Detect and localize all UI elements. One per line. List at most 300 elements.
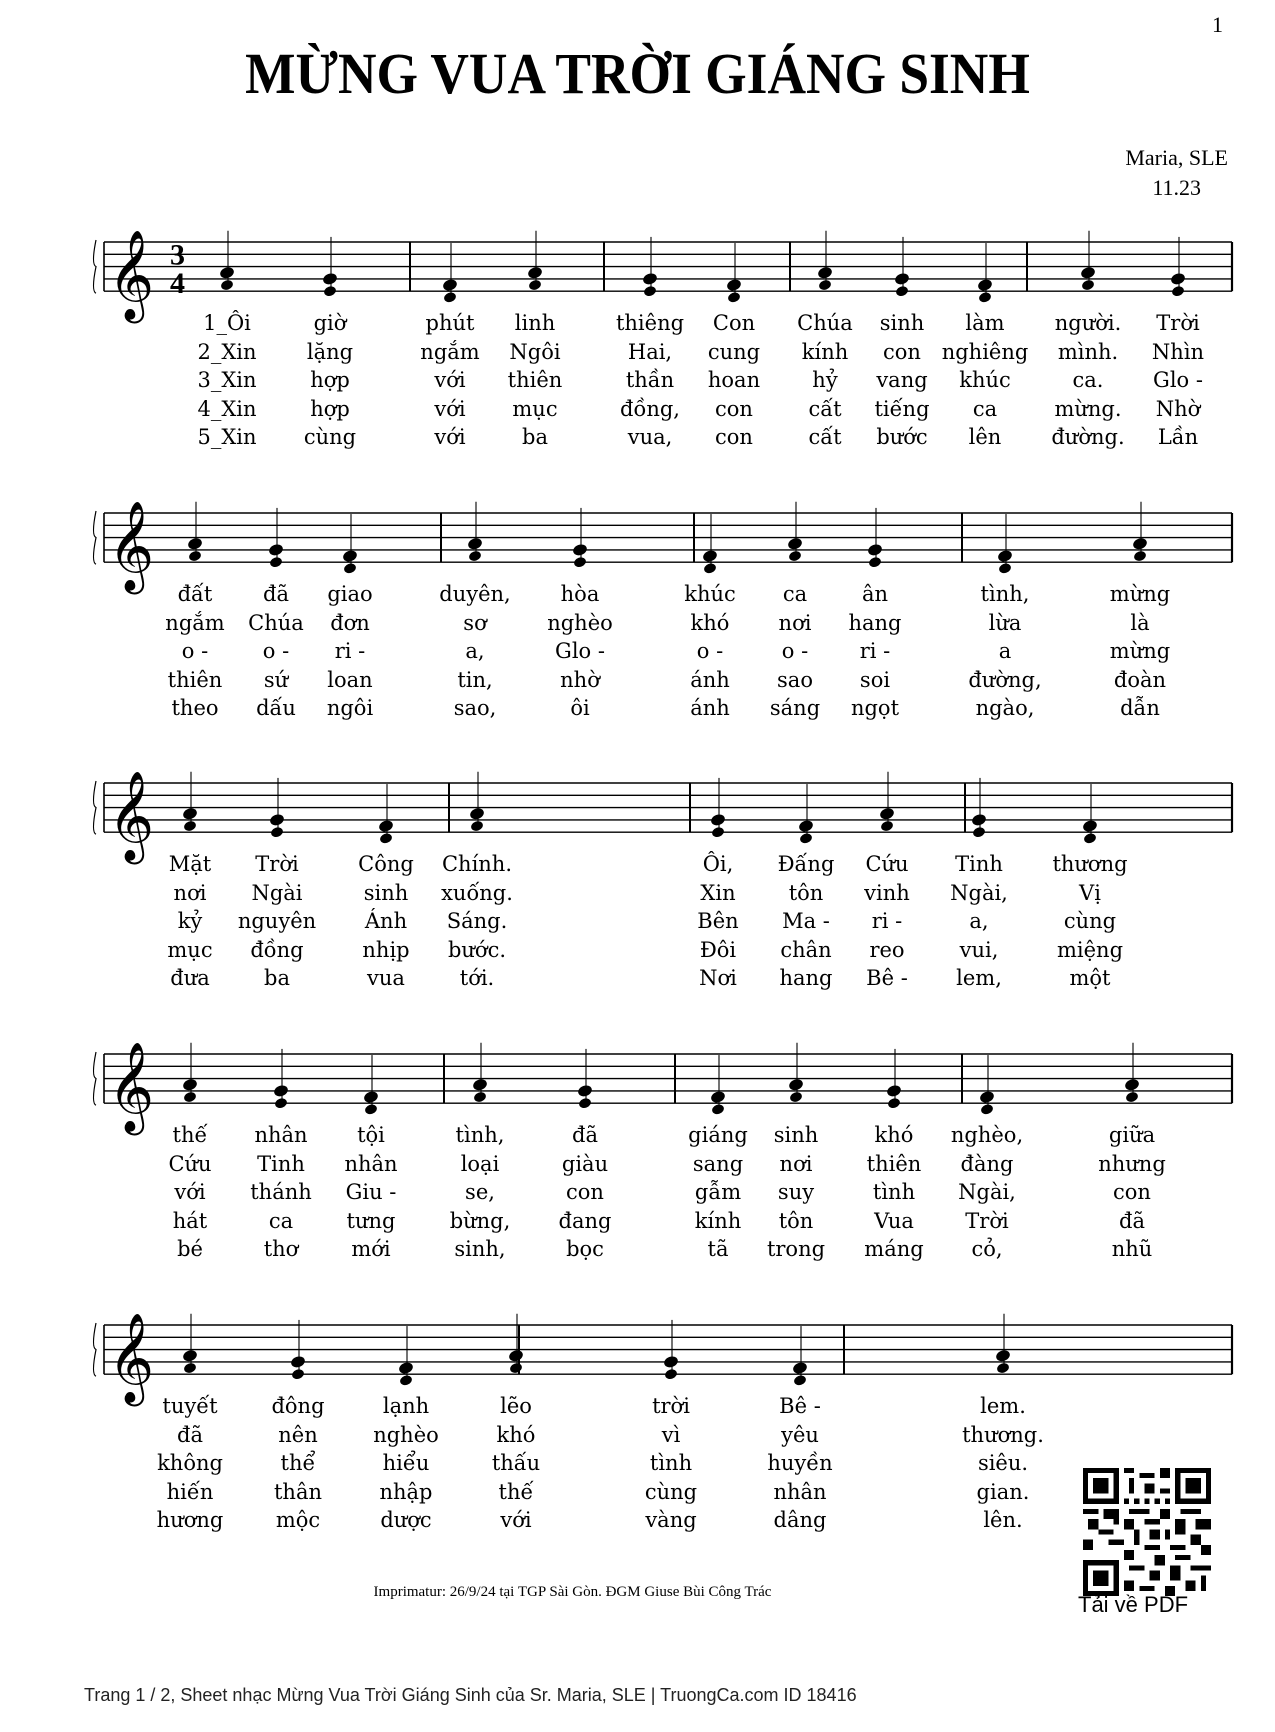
staff-system bbox=[94, 1052, 1233, 1105]
lyric-syllable: vinh bbox=[864, 880, 910, 905]
lyric-syllable: vua, bbox=[627, 425, 673, 450]
lyric-syllable: nên bbox=[278, 1422, 318, 1447]
lyric-verse-5 bbox=[0, 425, 1275, 455]
lyric-verse-3 bbox=[0, 368, 1275, 398]
lyric-syllable: linh bbox=[514, 311, 556, 336]
lyric-syllable: gian. bbox=[976, 1479, 1030, 1504]
staff-system bbox=[94, 781, 1233, 834]
lyric-syllable: 5_Xin bbox=[197, 425, 257, 450]
lyric-syllable: thiên bbox=[167, 667, 223, 692]
lyric-syllable: ca bbox=[972, 396, 998, 421]
lyric-syllable: theo bbox=[171, 696, 219, 721]
lyric-syllable: vui, bbox=[959, 937, 999, 962]
treble-clef-icon: 𝄞 bbox=[108, 230, 155, 321]
lyric-syllable: một bbox=[1069, 966, 1111, 991]
lyric-verse-1 bbox=[0, 1123, 1275, 1153]
lyric-syllable: miệng bbox=[1056, 937, 1124, 962]
chord-note bbox=[508, 1314, 525, 1375]
lyric-syllable: Trời bbox=[255, 852, 299, 877]
lyric-syllable: nhập bbox=[379, 1479, 433, 1504]
chord-note bbox=[378, 784, 395, 845]
lyric-syllable: vàng bbox=[645, 1508, 697, 1533]
chord-note bbox=[342, 514, 359, 575]
lyric-syllable: cỏ, bbox=[971, 1237, 1003, 1262]
lyric-syllable: tuyết bbox=[162, 1394, 218, 1419]
chord-note bbox=[1082, 784, 1099, 845]
lyric-verse-1 bbox=[0, 1394, 1275, 1424]
lyric-syllable: đường. bbox=[1051, 425, 1125, 450]
lyric-syllable: cùng bbox=[644, 1479, 698, 1504]
lyric-syllable: Glo - bbox=[1153, 368, 1203, 393]
lyric-syllable: Vua bbox=[874, 1208, 914, 1233]
lyric-syllable: sơ bbox=[463, 610, 487, 635]
chord-note bbox=[527, 231, 544, 292]
lyric-syllable: hiến bbox=[166, 1479, 214, 1504]
lyric-verse-3 bbox=[0, 1180, 1275, 1210]
lyric-syllable: ri - bbox=[859, 639, 891, 664]
lyric-syllable: lặng bbox=[306, 339, 354, 364]
lyric-syllable: Glo - bbox=[555, 639, 605, 664]
lyric-syllable: đang bbox=[558, 1208, 612, 1233]
lyric-syllable: thiêng bbox=[615, 311, 685, 336]
lyric-syllable: vì bbox=[661, 1422, 681, 1447]
lyric-syllable: Đôi bbox=[699, 937, 737, 962]
lyric-syllable: đông bbox=[271, 1394, 325, 1419]
lyric-syllable: con bbox=[883, 339, 921, 364]
lyric-syllable: ngắm bbox=[420, 339, 480, 364]
chord-note bbox=[469, 772, 486, 833]
lyric-syllable: mộc bbox=[275, 1508, 321, 1533]
lyric-syllable: loại bbox=[460, 1151, 500, 1176]
chord-note bbox=[363, 1055, 380, 1116]
lyric-syllable: ngọt bbox=[850, 696, 900, 721]
lyric-syllable: reo bbox=[869, 937, 905, 962]
lyric-syllable: bé bbox=[177, 1237, 203, 1262]
lyric-syllable: thần bbox=[625, 368, 675, 393]
lyric-syllable: hang bbox=[779, 966, 833, 991]
lyric-syllable: đường, bbox=[968, 667, 1042, 692]
lyric-syllable: con bbox=[1113, 1180, 1151, 1205]
lyric-syllable: lên. bbox=[983, 1508, 1023, 1533]
lyric-syllable: sinh, bbox=[454, 1237, 506, 1262]
lyric-syllable: nghèo bbox=[547, 610, 613, 635]
chord-note bbox=[879, 772, 896, 833]
lyric-syllable: đất bbox=[177, 582, 213, 607]
lyric-syllable: a, bbox=[465, 639, 485, 664]
lyric-syllable: lẽo bbox=[500, 1394, 532, 1419]
lyric-syllable: với bbox=[174, 1180, 206, 1205]
lyric-syllable: ca bbox=[268, 1208, 294, 1233]
lyric-syllable: lem, bbox=[956, 966, 1002, 991]
lyric-syllable: thể bbox=[280, 1451, 316, 1476]
lyric-syllable: sao bbox=[777, 667, 813, 692]
lyric-syllable: đơn bbox=[330, 610, 370, 635]
lyric-syllable: Trời bbox=[965, 1208, 1009, 1233]
lyric-verse-4 bbox=[0, 1209, 1275, 1239]
lyric-syllable: Bê - bbox=[779, 1394, 821, 1419]
lyric-verse-5 bbox=[0, 696, 1275, 726]
lyric-syllable: đoàn bbox=[1113, 667, 1167, 692]
lyric-syllable: mừng. bbox=[1054, 396, 1122, 421]
lyric-syllable: ánh bbox=[690, 696, 730, 721]
chord-note bbox=[702, 514, 719, 575]
lyric-syllable: nhịp bbox=[362, 937, 410, 962]
lyric-syllable: yêu bbox=[781, 1422, 819, 1447]
lyric-syllable: Hai, bbox=[627, 339, 673, 364]
lyric-syllable: dấu bbox=[256, 696, 296, 721]
lyric-syllable: khó bbox=[874, 1123, 914, 1148]
lyric-syllable: đã bbox=[177, 1422, 203, 1447]
lyric-syllable: tình bbox=[649, 1451, 693, 1476]
lyric-syllable: lem. bbox=[980, 1394, 1026, 1419]
lyric-syllable: với bbox=[434, 396, 466, 421]
lyric-syllable: Ôi, bbox=[702, 852, 734, 877]
lyric-syllable: Bên bbox=[697, 909, 739, 934]
lyric-syllable: nơi bbox=[778, 610, 812, 635]
lyric-syllable: cùng bbox=[1063, 909, 1117, 934]
lyric-syllable: thấu bbox=[491, 1451, 541, 1476]
chord-note bbox=[979, 1055, 996, 1116]
lyric-syllable: giáng bbox=[688, 1123, 748, 1148]
lyric-syllable: lạnh bbox=[382, 1394, 430, 1419]
lyric-syllable: sinh bbox=[773, 1123, 819, 1148]
lyric-syllable: nhờ bbox=[560, 667, 600, 692]
lyric-syllable: hợp bbox=[310, 396, 350, 421]
staff-system bbox=[94, 511, 1233, 564]
lyric-syllable: ân bbox=[861, 582, 889, 607]
lyric-syllable: trời bbox=[652, 1394, 690, 1419]
staff-system bbox=[94, 240, 1233, 293]
chord-note bbox=[182, 1314, 199, 1375]
lyric-syllable: khó bbox=[496, 1422, 536, 1447]
lyric-syllable: o - bbox=[696, 639, 724, 664]
chord-note bbox=[442, 243, 459, 304]
imprimatur-text: Imprimatur: 26/9/24 tại TGP Sài Gòn. ĐGM Giuse Bùi Công Trác bbox=[373, 1584, 772, 1600]
chord-note bbox=[182, 1043, 199, 1104]
lyric-verse-4 bbox=[0, 397, 1275, 427]
lyric-syllable: Con bbox=[712, 311, 756, 336]
lyric-syllable: ngắm bbox=[165, 610, 225, 635]
treble-clef-icon: 𝄞 bbox=[108, 501, 155, 592]
chord-note bbox=[1132, 502, 1149, 563]
lyric-syllable: đồng, bbox=[620, 396, 680, 421]
lyric-syllable: Mặt bbox=[168, 852, 212, 877]
lyric-syllable: Đấng bbox=[777, 852, 835, 877]
lyric-syllable: phút bbox=[425, 311, 475, 336]
lyric-syllable: Tinh bbox=[955, 852, 1003, 877]
lyric-syllable: bước. bbox=[447, 937, 507, 962]
lyric-syllable: đã bbox=[572, 1123, 598, 1148]
lyric-syllable: tội bbox=[357, 1123, 385, 1148]
lyric-syllable: thế bbox=[498, 1479, 534, 1504]
lyric-syllable: vua bbox=[367, 966, 405, 991]
lyric-syllable: o - bbox=[781, 639, 809, 664]
lyric-syllable: tã bbox=[707, 1237, 729, 1262]
lyric-syllable: tôn bbox=[778, 1208, 814, 1233]
lyric-verse-1 bbox=[0, 311, 1275, 341]
lyric-syllable: sang bbox=[692, 1151, 744, 1176]
lyric-syllable: giàu bbox=[561, 1151, 609, 1176]
lyric-syllable: không bbox=[157, 1451, 223, 1476]
time-signature-top: 3 bbox=[170, 238, 185, 272]
lyric-syllable: Ngài, bbox=[958, 1180, 1016, 1205]
lyric-syllable: đã bbox=[263, 582, 289, 607]
chord-note bbox=[798, 784, 815, 845]
lyric-syllable: nguyên bbox=[237, 909, 317, 934]
lyric-syllable: tưng bbox=[346, 1208, 396, 1233]
lyric-syllable: con bbox=[715, 396, 753, 421]
chord-note bbox=[219, 231, 236, 292]
lyric-syllable: Ngôi bbox=[509, 339, 561, 364]
lyric-syllable: Chúa bbox=[797, 311, 853, 336]
lyric-syllable: Cứu bbox=[865, 852, 909, 877]
lyric-syllable: là bbox=[1130, 610, 1150, 635]
lyric-syllable: huyền bbox=[767, 1451, 833, 1476]
time-signature-bottom: 4 bbox=[170, 267, 185, 301]
lyric-syllable: sao, bbox=[453, 696, 497, 721]
lyric-verse-5 bbox=[0, 1237, 1275, 1267]
lyric-syllable: mừng bbox=[1109, 582, 1171, 607]
lyric-syllable: trong bbox=[766, 1237, 826, 1262]
lyric-syllable: Chính. bbox=[441, 852, 513, 877]
lyric-syllable: sứ bbox=[263, 667, 289, 692]
lyric-syllable: lừa bbox=[988, 610, 1022, 635]
lyric-syllable: sáng bbox=[769, 696, 821, 721]
lyric-syllable: ca bbox=[782, 582, 808, 607]
lyric-syllable: nơi bbox=[173, 880, 207, 905]
lyric-syllable: đàng bbox=[960, 1151, 1014, 1176]
download-pdf-label[interactable]: Tải về PDF bbox=[1078, 1592, 1189, 1617]
lyric-syllable: Vị bbox=[1079, 880, 1101, 905]
lyric-syllable: Ma - bbox=[782, 909, 830, 934]
lyric-syllable: nghèo, bbox=[950, 1123, 1024, 1148]
lyric-syllable: thiên bbox=[507, 368, 563, 393]
lyric-syllable: tình bbox=[872, 1180, 916, 1205]
lyric-syllable: ôi bbox=[570, 696, 590, 721]
lyric-syllable: sinh bbox=[363, 880, 409, 905]
lyric-syllable: o - bbox=[181, 639, 209, 664]
lyric-syllable: dẫn bbox=[1120, 696, 1160, 721]
lyric-syllable: bước bbox=[876, 425, 928, 450]
lyric-syllable: thương bbox=[1052, 852, 1128, 877]
lyric-syllable: mừng bbox=[1109, 639, 1171, 664]
lyric-syllable: cùng bbox=[303, 425, 357, 450]
composition-date: 11.23 bbox=[1152, 175, 1202, 200]
lyric-syllable: Tinh bbox=[257, 1151, 305, 1176]
lyric-syllable: khúc bbox=[684, 582, 736, 607]
lyric-syllable: Cứu bbox=[168, 1151, 212, 1176]
song-title: MỪNG VUA TRỜI GIÁNG SINH bbox=[245, 41, 1030, 106]
lyric-syllable: ri - bbox=[871, 909, 903, 934]
lyric-syllable: hương bbox=[156, 1508, 224, 1533]
lyric-syllable: cất bbox=[808, 396, 842, 421]
lyric-syllable: đã bbox=[1119, 1208, 1145, 1233]
lyric-syllable: hiểu bbox=[382, 1451, 430, 1476]
lyric-syllable: mình. bbox=[1057, 339, 1119, 364]
lyric-syllable: nghiêng bbox=[941, 339, 1029, 364]
lyric-verse-2 bbox=[0, 1423, 1275, 1453]
lyric-syllable: duyên, bbox=[439, 582, 511, 607]
lyric-syllable: hát bbox=[172, 1208, 208, 1233]
lyric-syllable: giữa bbox=[1108, 1123, 1156, 1148]
chord-note bbox=[997, 514, 1014, 575]
lyric-syllable: tình, bbox=[455, 1123, 505, 1148]
lyric-syllable: 4_Xin bbox=[197, 396, 257, 421]
lyric-syllable: mục bbox=[512, 396, 558, 421]
lyric-syllable: 1_Ôi bbox=[203, 311, 251, 336]
chord-note bbox=[1124, 1043, 1141, 1104]
chord-note bbox=[467, 502, 484, 563]
lyric-syllable: Lần bbox=[1157, 425, 1199, 450]
lyric-syllable: gẫm bbox=[694, 1180, 742, 1205]
lyric-syllable: ca. bbox=[1072, 368, 1104, 393]
lyric-syllable: siêu. bbox=[977, 1451, 1029, 1476]
lyric-syllable: đồng bbox=[250, 937, 304, 962]
chord-note bbox=[182, 772, 199, 833]
lyric-syllable: tình, bbox=[980, 582, 1030, 607]
lyric-syllable: thiên bbox=[866, 1151, 922, 1176]
lyric-syllable: giờ bbox=[313, 311, 347, 336]
lyric-syllable: thánh bbox=[250, 1180, 312, 1205]
lyric-syllable: đưa bbox=[170, 966, 210, 991]
lyric-syllable: giao bbox=[327, 582, 373, 607]
lyric-syllable: chân bbox=[780, 937, 832, 962]
lyric-syllable: máng bbox=[864, 1237, 924, 1262]
treble-clef-icon: 𝄞 bbox=[108, 1313, 155, 1404]
lyric-syllable: con bbox=[566, 1180, 604, 1205]
composer-name: Maria, SLE bbox=[1125, 145, 1228, 170]
lyric-syllable: với bbox=[434, 425, 466, 450]
lyric-syllable: nhân bbox=[254, 1123, 308, 1148]
chord-note bbox=[398, 1326, 415, 1387]
page-number: 1 bbox=[1212, 12, 1223, 37]
lyric-syllable: kính bbox=[801, 339, 849, 364]
lyric-syllable: tin, bbox=[457, 667, 493, 692]
lyric-syllable: Ngài bbox=[251, 880, 303, 905]
lyric-syllable: o - bbox=[262, 639, 290, 664]
lyric-syllable: thơ bbox=[263, 1237, 299, 1262]
chord-note bbox=[187, 502, 204, 563]
lyric-syllable: Sáng. bbox=[446, 909, 508, 934]
lyric-syllable: ba bbox=[522, 425, 548, 450]
chord-note bbox=[788, 1043, 805, 1104]
lyric-syllable: bọc bbox=[566, 1237, 604, 1262]
lyric-verse-2 bbox=[0, 881, 1275, 911]
lyric-verse-5 bbox=[0, 966, 1275, 996]
staff-system bbox=[94, 1323, 1233, 1376]
lyric-syllable: người. bbox=[1054, 311, 1122, 336]
lyric-syllable: hòa bbox=[560, 582, 600, 607]
treble-clef-icon: 𝄞 bbox=[108, 771, 155, 862]
lyric-syllable: ri - bbox=[334, 639, 366, 664]
lyric-syllable: tiếng bbox=[874, 396, 930, 421]
lyric-syllable: ánh bbox=[690, 667, 730, 692]
lyric-syllable: thương. bbox=[962, 1422, 1044, 1447]
lyric-syllable: soi bbox=[859, 667, 891, 692]
lyric-syllable: Xin bbox=[700, 880, 736, 905]
lyric-syllable: Nhờ bbox=[1155, 396, 1201, 421]
lyric-syllable: với bbox=[500, 1508, 532, 1533]
lyric-syllable: khó bbox=[690, 610, 730, 635]
lyric-syllable: suy bbox=[777, 1180, 815, 1205]
lyric-syllable: khúc bbox=[959, 368, 1011, 393]
lyric-syllable: nơi bbox=[779, 1151, 813, 1176]
treble-clef-icon: 𝄞 bbox=[108, 1042, 155, 1133]
lyric-syllable: hợp bbox=[310, 368, 350, 393]
lyric-syllable: hỷ bbox=[812, 368, 838, 393]
lyric-verse-2 bbox=[0, 1152, 1275, 1182]
lyric-syllable: dược bbox=[380, 1508, 432, 1533]
lyric-syllable: Nơi bbox=[699, 966, 737, 991]
lyric-syllable: Ánh bbox=[364, 909, 408, 934]
lyric-syllable: a bbox=[998, 639, 1012, 664]
lyric-verse-3 bbox=[0, 909, 1275, 939]
page-footer: Trang 1 / 2, Sheet nhạc Mừng Vua Trời Giáng Sinh của Sr. Maria, SLE | TruongCa.com ID 18416 bbox=[84, 1685, 857, 1705]
chord-note bbox=[995, 1314, 1012, 1375]
lyric-syllable: tới. bbox=[459, 966, 495, 991]
lyric-syllable: Trời bbox=[1156, 311, 1200, 336]
lyric-syllable: ngào, bbox=[975, 696, 1035, 721]
lyric-syllable: nhân bbox=[773, 1479, 827, 1504]
chord-note bbox=[1080, 231, 1097, 292]
lyric-syllable: sinh bbox=[879, 311, 925, 336]
lyric-syllable: hoan bbox=[707, 368, 761, 393]
chord-note bbox=[787, 502, 804, 563]
lyric-syllable: se, bbox=[465, 1180, 495, 1205]
lyric-syllable: làm bbox=[965, 311, 1005, 336]
chord-note bbox=[726, 243, 743, 304]
lyric-syllable: nhưng bbox=[1098, 1151, 1166, 1176]
chord-note bbox=[710, 1055, 727, 1116]
lyric-syllable: cất bbox=[808, 425, 842, 450]
lyric-verse-4 bbox=[0, 668, 1275, 698]
lyric-verse-3 bbox=[0, 639, 1275, 669]
lyric-syllable: mục bbox=[167, 937, 213, 962]
lyric-syllable: a, bbox=[969, 909, 989, 934]
lyric-syllable: Giu - bbox=[345, 1180, 397, 1205]
lyric-syllable: ba bbox=[264, 966, 290, 991]
lyric-syllable: Bê - bbox=[866, 966, 908, 991]
chord-note bbox=[472, 1043, 489, 1104]
lyric-syllable: thân bbox=[273, 1479, 323, 1504]
lyric-verse-1 bbox=[0, 582, 1275, 612]
chord-note bbox=[792, 1326, 809, 1387]
lyric-syllable: nhân bbox=[344, 1151, 398, 1176]
chord-note bbox=[817, 231, 834, 292]
lyric-verse-2 bbox=[0, 611, 1275, 641]
lyric-syllable: Nhìn bbox=[1151, 339, 1205, 364]
lyric-syllable: mới bbox=[351, 1237, 391, 1262]
lyric-syllable: xuống. bbox=[441, 880, 513, 905]
lyric-syllable: 2_Xin bbox=[197, 339, 257, 364]
lyric-syllable: với bbox=[434, 368, 466, 393]
lyric-syllable: lên bbox=[968, 425, 1002, 450]
lyric-verse-4 bbox=[0, 938, 1275, 968]
chord-note bbox=[977, 243, 994, 304]
lyric-syllable: kính bbox=[694, 1208, 742, 1233]
qr-code-download[interactable] bbox=[1083, 1468, 1211, 1596]
lyric-syllable: ngôi bbox=[326, 696, 374, 721]
lyric-syllable: dâng bbox=[773, 1508, 827, 1533]
lyric-syllable: bừng, bbox=[449, 1208, 511, 1233]
lyric-syllable: 3_Xin bbox=[197, 368, 257, 393]
lyric-syllable: loan bbox=[327, 667, 373, 692]
lyric-syllable: hang bbox=[848, 610, 902, 635]
lyric-verse-2 bbox=[0, 340, 1275, 370]
lyric-verse-1 bbox=[0, 852, 1275, 882]
lyric-syllable: thế bbox=[172, 1123, 208, 1148]
lyric-syllable: Công bbox=[358, 852, 414, 877]
